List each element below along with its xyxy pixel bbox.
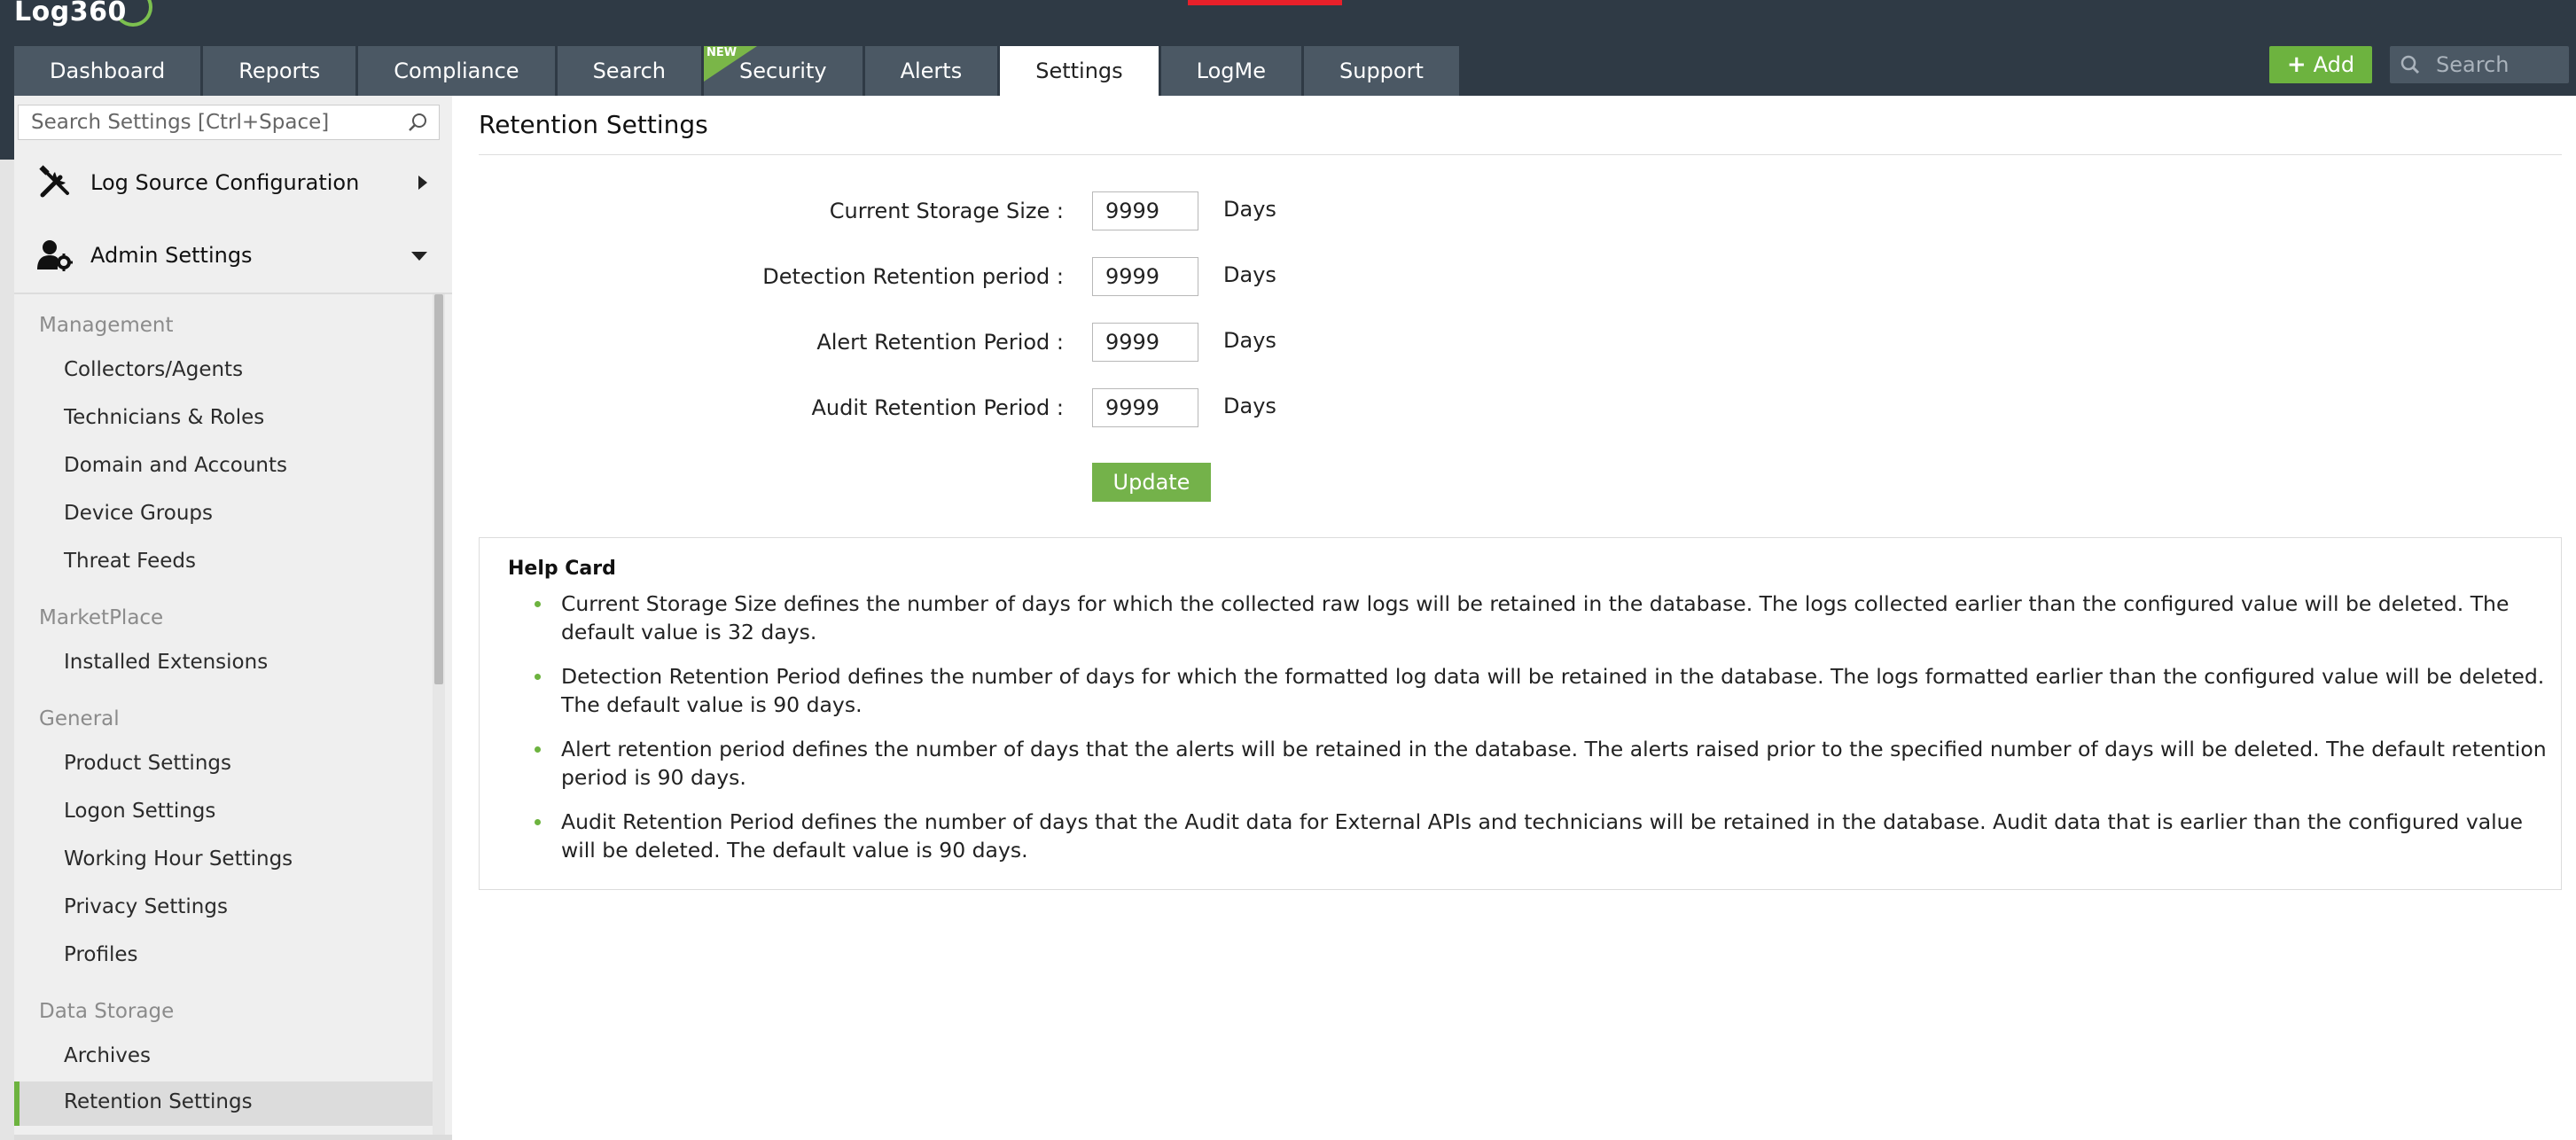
settings-sidebar [0, 96, 452, 1140]
alert-retention-unit: Days [1223, 328, 1276, 353]
sidebar-item-archives[interactable]: Archives [64, 1044, 152, 1067]
sidebar-item-working-hour-settings[interactable]: Working Hour Settings [64, 847, 293, 871]
sidebar-item-logon-settings[interactable]: Logon Settings [64, 800, 216, 823]
group-label-data-storage: Data Storage [39, 1000, 175, 1023]
new-badge-label: NEW [706, 46, 738, 59]
add-button-label: Add [2313, 52, 2355, 77]
detection-retention-input[interactable] [1092, 257, 1198, 296]
help-item [533, 662, 2547, 719]
sidebar-item-technicians-roles[interactable]: Technicians & Roles [64, 406, 265, 429]
help-item-text: Audit Retention Period defines the number of days that the Audit data for External APIs and technicians will be retained in the database. Audit data that is earlier than the configured value will be deleted. The default value is 90 days. [561, 809, 2524, 863]
help-item [533, 735, 2547, 792]
sidebar-item-domain-accounts[interactable]: Domain and Accounts [64, 454, 287, 477]
help-item [533, 808, 2547, 864]
audit-retention-input[interactable] [1092, 388, 1198, 427]
bullet-icon [535, 674, 541, 680]
chevron-down-icon [411, 252, 427, 261]
settings-search-input[interactable] [18, 105, 440, 140]
section-log-source-configuration[interactable] [14, 147, 452, 218]
sidebar-edge [0, 160, 14, 1140]
tab-compliance[interactable]: Compliance [358, 46, 554, 96]
search-icon[interactable] [409, 113, 428, 132]
current-storage-size-unit: Days [1223, 197, 1276, 222]
help-item-text: Detection Retention Period defines the number of days for which the formatted log data will be retained in the database. The logs formatted earlier than the configured value will be deleted. The default value is 90 days. [561, 664, 2545, 717]
help-list [533, 590, 2547, 880]
bullet-icon [535, 746, 541, 753]
chevron-right-icon [418, 176, 427, 190]
sidebar-edge [0, 96, 14, 160]
sidebar-item-label: Retention Settings [64, 1090, 253, 1113]
tools-icon [37, 165, 73, 200]
divider [14, 293, 452, 294]
tab-dashboard[interactable]: Dashboard [14, 46, 200, 96]
group-label-general: General [39, 707, 120, 730]
tab-settings[interactable]: Settings [1000, 46, 1158, 96]
tab-search[interactable]: Search [558, 46, 701, 96]
tab-support[interactable]: Support [1304, 46, 1459, 96]
sidebar-item-threat-feeds[interactable]: Threat Feeds [64, 550, 197, 573]
alert-retention-input[interactable] [1092, 323, 1198, 362]
sidebar-item-profiles[interactable]: Profiles [64, 943, 138, 966]
tab-reports[interactable]: Reports [203, 46, 355, 96]
group-label-marketplace: MarketPlace [39, 606, 164, 629]
sidebar-item-installed-extensions[interactable]: Installed Extensions [64, 651, 269, 674]
tab-logme[interactable]: LogMe [1161, 46, 1301, 96]
bullet-icon [535, 819, 541, 825]
plus-icon: + [2286, 51, 2307, 78]
detection-retention-label: Detection Retention period : [762, 264, 1064, 289]
main-tabs [14, 46, 1462, 96]
audit-retention-unit: Days [1223, 394, 1276, 418]
admin-user-gear-icon [37, 238, 73, 273]
alert-strip [1188, 0, 1342, 5]
update-button[interactable]: Update [1092, 463, 1211, 502]
detection-retention-unit: Days [1223, 262, 1276, 287]
active-indicator [14, 1081, 20, 1126]
help-item-text: Current Storage Size defines the number of days for which the collected raw logs will be retained in the database. The logs collected earlier than the configured value will be deleted. The default value is 32 days. [561, 591, 2510, 644]
section-label: Admin Settings [90, 243, 253, 268]
top-bar [0, 0, 2576, 96]
section-label: Log Source Configuration [90, 170, 360, 195]
current-storage-size-label: Current Storage Size : [829, 199, 1064, 223]
help-item-text: Alert retention period defines the number of days that the alerts will be retained in the database. The alerts raised prior to the specified number of days will be deleted. The default retention period is 90 days. [561, 737, 2547, 790]
tab-security[interactable] [704, 46, 863, 96]
app-logo[interactable]: Log360 [14, 0, 127, 27]
help-item [533, 590, 2547, 646]
audit-retention-label: Audit Retention Period : [811, 395, 1064, 420]
tab-alerts[interactable]: Alerts [865, 46, 998, 96]
tab-security-label: Security [739, 59, 827, 83]
help-card-title: Help Card [508, 558, 616, 580]
help-card [479, 537, 2562, 890]
title-divider [479, 154, 2562, 155]
global-search-input[interactable] [2390, 46, 2569, 83]
sidebar-item-privacy-settings[interactable]: Privacy Settings [64, 895, 228, 918]
sidebar-item-product-settings[interactable]: Product Settings [64, 752, 231, 775]
sidebar-item-retention-settings[interactable] [14, 1081, 434, 1126]
sidebar-item-device-groups[interactable]: Device Groups [64, 502, 213, 525]
alert-retention-label: Alert Retention Period : [816, 330, 1064, 355]
group-label-management: Management [39, 314, 174, 337]
sidebar-item-collectors-agents[interactable]: Collectors/Agents [64, 358, 244, 381]
section-admin-settings[interactable] [14, 220, 452, 291]
add-button[interactable] [2269, 46, 2372, 83]
search-icon [2400, 55, 2420, 74]
sidebar-scrollbar-thumb[interactable] [434, 294, 443, 684]
current-storage-size-input[interactable] [1092, 191, 1198, 230]
page-title: Retention Settings [479, 110, 708, 139]
global-search-placeholder: Search [2436, 52, 2510, 77]
bullet-icon [535, 601, 541, 607]
settings-search-placeholder: Search Settings [Ctrl+Space] [31, 111, 330, 134]
divider [14, 1135, 452, 1140]
